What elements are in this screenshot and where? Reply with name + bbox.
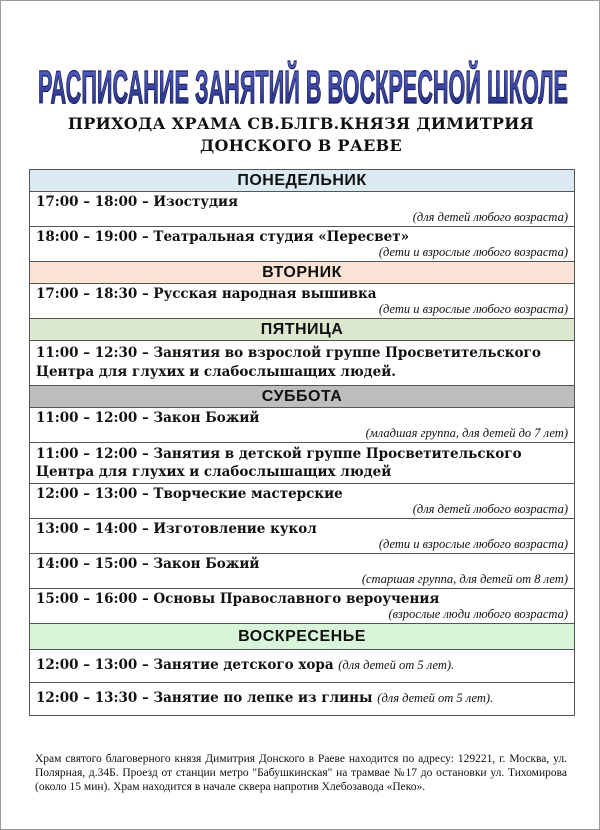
table-row (30, 683, 574, 715)
table-row (30, 341, 574, 386)
class-time-title: 12:00 – 13:00 – Занятие детского хора (36, 657, 334, 673)
class-audience-note: (дети и взрослые любого возраста) (378, 245, 568, 259)
class-time-title: 14:00 – 15:00 – Закон Божий (36, 556, 260, 572)
table-row (30, 554, 574, 589)
title-wordart (35, 59, 571, 115)
class-time-title: 12:00 – 13:00 – Творческие мастерские (36, 486, 343, 502)
class-audience-note: (для детей любого возраста) (412, 502, 568, 516)
class-audience-note: (старшая группа, для детей от 8 лет) (361, 572, 568, 586)
class-time-title: 17:00 – 18:30 – Русская народная вышивка (36, 286, 377, 302)
class-time-title: 15:00 – 16:00 – Основы Православного вероучения (36, 591, 440, 607)
class-time-title: 11:00 – 12:00 – Закон Божий (36, 410, 260, 426)
class-time-title: 18:00 – 19:00 – Театральная студия «Пересвет» (36, 229, 410, 245)
page-title (35, 59, 571, 115)
day-header-tuesday: ВТОРНИК (30, 262, 574, 284)
table-row (30, 484, 574, 519)
table-row (30, 589, 574, 624)
day-header-monday: ПОНЕДЕЛЬНИК (30, 170, 574, 192)
subtitle-line-1: ПРИХОДА ХРАМА СВ.БЛГВ.КНЯЗЯ ДИМИТРИЯ (67, 114, 535, 133)
class-audience-note: (младшая группа, для детей до 7 лет) (365, 426, 568, 440)
title-text: РАСПИСАНИЕ ЗАНЯТИЙ В ВОСКРЕСНОЙ ШКОЛЕ (38, 61, 568, 113)
class-audience-note: (дети и взрослые любого возраста) (378, 302, 568, 316)
class-audience-note: (для детей от 5 лет). (338, 658, 455, 672)
class-audience-note: (для детей любого возраста) (412, 210, 568, 224)
class-time-title: 17:00 – 18:00 – Изостудия (36, 194, 238, 210)
address-text: Храм святого благоверного князя Димитрия Донского в Раеве находится по адресу: 129221, г. Москва, ул. Полярная, д.34Б. Проезд от станции метро "Бабушкинская" на трамвае №17 до остановки ул. Тихомирова (около 15 мин). Храм находится в начале сквера напротив Хлебозавода «Пеко». (35, 753, 567, 793)
class-time-title: 13:00 – 14:00 – Изготовление кукол (36, 521, 317, 537)
table-row (30, 443, 574, 484)
class-time-title: 11:00 – 12:30 – Занятия во взрослой группе Просветительского Центра для глухих и слабослышащих людей. (36, 345, 541, 380)
class-audience-note: (для детей от 5 лет). (377, 691, 494, 705)
class-audience-note: (дети и взрослые любого возраста) (378, 537, 568, 551)
day-header-sunday: ВОСКРЕСЕНЬЕ (30, 624, 574, 650)
schedule-table (29, 169, 575, 716)
table-row (30, 192, 574, 227)
class-time-title: 12:00 – 13:30 – Занятие по лепке из глины (36, 690, 373, 706)
class-time-title: 11:00 – 12:00 – Занятия в детской группе Просветительского Центра для глухих и слабослышащих людей (36, 446, 522, 480)
subtitle-line-2: ДОНСКОГО В РАЕВЕ (200, 136, 402, 155)
table-row (30, 408, 574, 443)
table-row (30, 227, 574, 262)
table-row (30, 519, 574, 554)
day-header-saturday: СУББОТА (30, 386, 574, 408)
class-audience-note: (взрослые люди любого возраста) (388, 607, 568, 621)
table-row (30, 284, 574, 319)
table-row (30, 650, 574, 683)
day-header-friday: ПЯТНИЦА (30, 319, 574, 341)
